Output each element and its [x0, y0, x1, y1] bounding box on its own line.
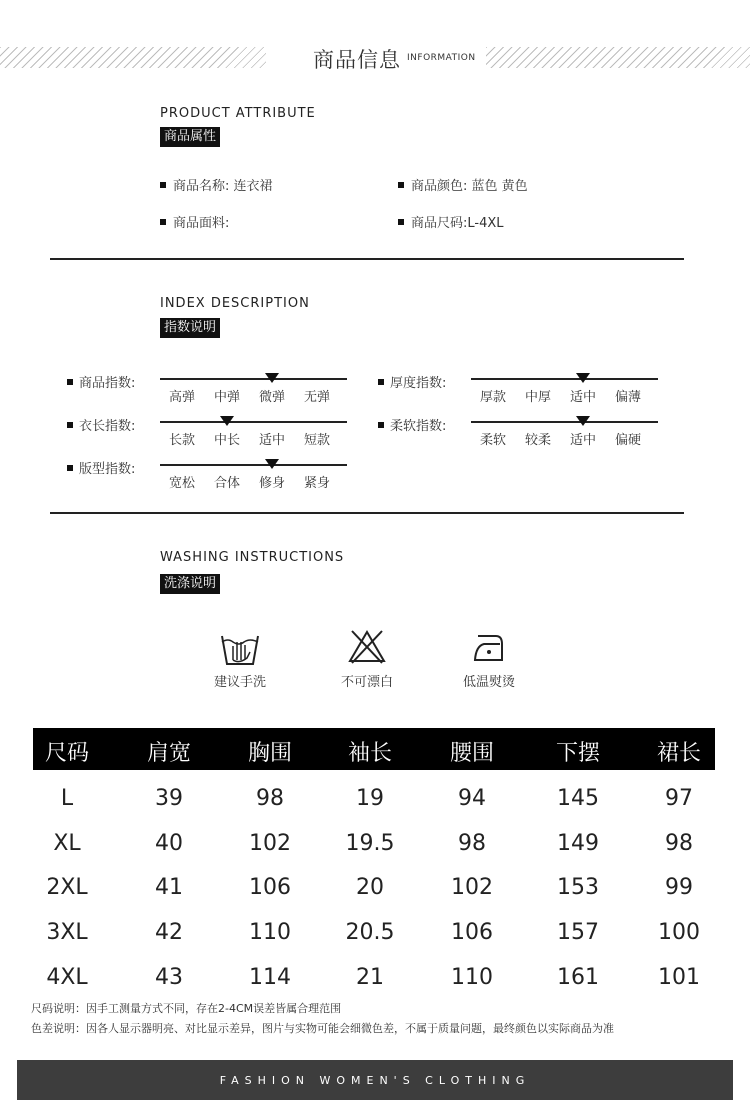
- size-table-header-cell: 肩宽: [146, 741, 191, 766]
- size-table-cell: 19.5: [345, 831, 395, 856]
- size-table-cell: L: [60, 786, 74, 811]
- index-option: 厚款: [480, 390, 507, 405]
- size-table-cell: 20: [356, 875, 384, 900]
- index-marker-icon: [220, 416, 234, 426]
- index-option: 无弹: [304, 390, 331, 405]
- size-table-cell: 102: [451, 875, 493, 900]
- attr-size: 商品尺码:L-4XL: [398, 212, 504, 231]
- size-table-cell: 98: [665, 831, 693, 856]
- size-table-cell: 110: [451, 965, 493, 990]
- index-option: 偏薄: [615, 390, 642, 405]
- index-marker-icon: [265, 459, 279, 469]
- index-option: 紧身: [304, 476, 331, 491]
- low-iron-icon: [472, 630, 508, 664]
- size-table-header-cell: 袖长: [347, 741, 392, 766]
- index-option: 合体: [214, 476, 241, 491]
- size-table-cell: 97: [665, 786, 693, 811]
- index-marker-icon: [265, 373, 279, 383]
- wash-label-bleach: 不可漂白: [340, 675, 393, 690]
- size-table-cell: 4XL: [46, 965, 88, 990]
- size-table-header-cell: 裙长: [656, 741, 701, 766]
- index-label: 商品指数:: [67, 372, 135, 391]
- index-option: 中弹: [214, 390, 241, 405]
- index-label: 柔软指数:: [378, 415, 446, 434]
- index-option: 短款: [304, 433, 331, 448]
- index-scale-line: [160, 378, 347, 380]
- size-table-cell: 98: [458, 831, 486, 856]
- header-hatch-right: [486, 47, 750, 68]
- size-table-cell: 2XL: [46, 875, 88, 900]
- index-option: 适中: [570, 390, 597, 405]
- index-option: 中厚: [525, 390, 552, 405]
- size-table-cell: 102: [249, 831, 291, 856]
- size-table-header-cell: 尺码: [44, 741, 89, 766]
- attr-name: 商品名称: 连衣裙: [160, 175, 273, 194]
- index-marker-icon: [576, 416, 590, 426]
- index-label: 衣长指数:: [67, 415, 135, 434]
- index-option: 微弹: [259, 390, 286, 405]
- index-option: 适中: [259, 433, 286, 448]
- index-option: 长款: [169, 433, 196, 448]
- size-table-cell: 149: [557, 831, 599, 856]
- index-option: 修身: [259, 476, 286, 491]
- size-table-cell: 100: [658, 920, 700, 945]
- washing-title-zh: 洗涤说明: [160, 574, 220, 594]
- size-table-header-cell: 胸围: [247, 741, 292, 766]
- index-title-zh: 指数说明: [160, 318, 220, 338]
- no-bleach-icon: [347, 628, 387, 664]
- header-hatch-left: [0, 47, 266, 68]
- size-table-cell: 20.5: [345, 920, 395, 945]
- size-table-cell: 153: [557, 875, 599, 900]
- size-table-cell: 157: [557, 920, 599, 945]
- size-table-cell: 3XL: [46, 920, 88, 945]
- color-note: 色差说明：因各人显示器明亮、对比显示差异，图片与实物可能会细微色差，不属于质量问题，最终颜色以实际商品为准: [31, 1022, 614, 1035]
- hand-wash-icon: [220, 630, 260, 666]
- size-table-cell: 39: [155, 786, 183, 811]
- index-label: 厚度指数:: [378, 372, 446, 391]
- wash-label-iron: 低温熨烫: [462, 675, 515, 690]
- size-table-cell: 106: [249, 875, 291, 900]
- size-table-cell: 114: [249, 965, 291, 990]
- size-table-cell: 106: [451, 920, 493, 945]
- size-table-cell: 43: [155, 965, 183, 990]
- index-scale-line: [160, 464, 347, 466]
- header-subtitle: INFORMATION: [407, 53, 476, 63]
- index-option: 中长: [214, 433, 241, 448]
- footer-text: FASHION WOMEN'S CLOTHING: [219, 1074, 531, 1087]
- size-table-cell: 99: [665, 875, 693, 900]
- size-table-cell: 110: [249, 920, 291, 945]
- index-scale-line: [471, 378, 658, 380]
- size-table-cell: 40: [155, 831, 183, 856]
- size-table-cell: 94: [458, 786, 486, 811]
- size-table-cell: 21: [356, 965, 384, 990]
- divider: [50, 258, 684, 260]
- size-table-header-cell: 下摆: [555, 741, 600, 766]
- attribute-title-en: PRODUCT ATTRIBUTE: [160, 106, 316, 121]
- index-option: 宽松: [169, 476, 196, 491]
- attr-fabric: 商品面料:: [160, 212, 229, 231]
- wash-label-hand: 建议手洗: [213, 675, 266, 690]
- index-option: 适中: [570, 433, 597, 448]
- index-scale-line: [160, 421, 347, 423]
- size-table-cell: 161: [557, 965, 599, 990]
- size-table-header-cell: 腰围: [449, 741, 494, 766]
- index-marker-icon: [576, 373, 590, 383]
- index-title-en: INDEX DESCRIPTION: [160, 296, 310, 311]
- index-option: 高弹: [169, 390, 196, 405]
- index-option: 偏硬: [615, 433, 642, 448]
- washing-title-en: WASHING INSTRUCTIONS: [160, 550, 345, 565]
- size-table-cell: XL: [53, 831, 81, 856]
- size-table-cell: 145: [557, 786, 599, 811]
- size-table-cell: 98: [256, 786, 284, 811]
- attr-color: 商品颜色: 蓝色 黄色: [398, 175, 528, 194]
- size-table-cell: 41: [155, 875, 183, 900]
- header-title: 商品信息: [313, 48, 401, 72]
- index-option: 柔软: [480, 433, 507, 448]
- index-option: 较柔: [525, 433, 552, 448]
- size-table-cell: 42: [155, 920, 183, 945]
- size-table-cell: 19: [356, 786, 384, 811]
- attribute-title-zh: 商品属性: [160, 127, 220, 147]
- size-note: 尺码说明：因手工测量方式不同，存在2-4CM误差皆属合理范围: [31, 1002, 342, 1015]
- index-scale-line: [471, 421, 658, 423]
- size-table-cell: 101: [658, 965, 700, 990]
- divider: [50, 512, 684, 514]
- index-label: 版型指数:: [67, 458, 135, 477]
